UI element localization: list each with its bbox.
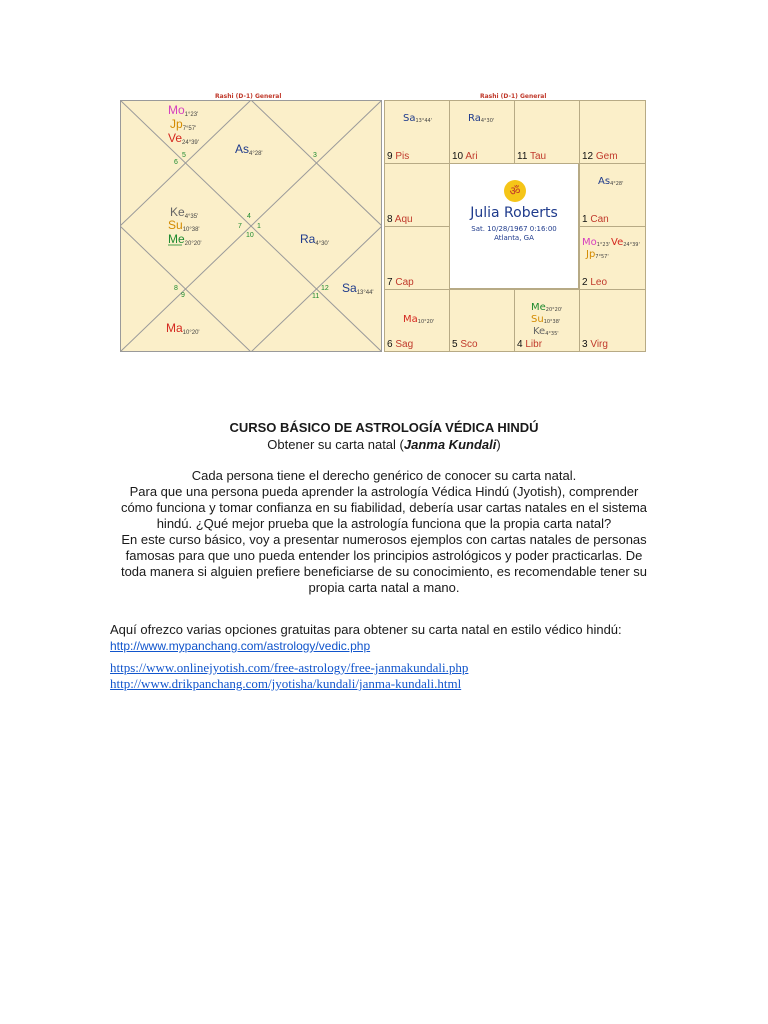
planet-mars: Ma10°20' — [166, 321, 200, 336]
paragraph-line: Para que una persona pueda aprender la astrología Védica Hindú (Jyotish), comprender — [129, 484, 639, 499]
paragraph-line: Cada persona tiene el derecho genérico de conocer su carta natal. — [191, 468, 577, 483]
sign-cell-cap — [384, 226, 450, 290]
house-number: 6 — [174, 159, 178, 166]
sign-cell-tau — [514, 100, 580, 164]
sign-label: 10 Ari — [452, 151, 478, 162]
sign-cell-sag — [384, 289, 450, 352]
planet-rahu: $Ra_{4^\circ 30'}$ — [468, 113, 495, 124]
planet-ketu: Ke4°35' — [170, 205, 199, 220]
sign-label: 1 Can — [582, 214, 609, 225]
house-number: 10 — [246, 232, 254, 239]
house-number: 9 — [181, 292, 185, 299]
planet-moon: Mo1°23' — [168, 103, 199, 118]
paragraph-line: En este curso básico, voy a presentar numerosos ejemplos con cartas natales de personas — [121, 532, 647, 547]
sign-cell-gem — [579, 100, 646, 164]
house-number: 1 — [257, 223, 261, 230]
document-title: CURSO BÁSICO DE ASTROLOGÍA VÉDICA HINDÚ — [229, 420, 539, 435]
sign-cell-pis — [384, 100, 450, 164]
sign-cell-sco — [449, 289, 515, 352]
sign-label: 11 Tau — [517, 151, 547, 162]
planet-ketu: $Ke_{4^\circ 35'}$ — [533, 326, 559, 337]
link-mypanchang[interactable]: http://www.mypanchang.com/astrology/vedic.php — [110, 639, 371, 653]
sign-label: 7 Cap — [387, 277, 414, 288]
south-chart-title: Rashi (D-1) General — [480, 93, 547, 100]
planet-mercury: Me20°20' — [168, 232, 202, 247]
north-indian-chart — [120, 100, 382, 352]
planet-sun: Su10°38' — [168, 218, 200, 233]
planet-saturn: $Sa_{13^\circ 44'}$ — [403, 113, 433, 124]
sign-label: 5 Sco — [452, 339, 478, 350]
sign-cell-virg — [579, 289, 646, 352]
link-onlinejyotish[interactable]: https://www.onlinejyotish.com/free-astrology/free-janmakundali.php — [110, 660, 469, 675]
intro-paragraph — [110, 468, 658, 596]
native-birth-date: Sat. 10/28/1967 0:16:00 — [471, 225, 557, 233]
planet-mercury: $Me_{20^\circ 20'}$ — [531, 302, 563, 313]
paragraph-line: propia carta natal a mano. — [308, 580, 460, 595]
paragraph-line: cómo funciona y tomar confianza en su fiabilidad, debería usar cartas natales en el sistema — [120, 500, 648, 515]
sign-label: 6 Sag — [387, 339, 414, 350]
link-drikpanchang[interactable]: http://www.drikpanchang.com/jyotisha/kundali/janma-kundali.html — [110, 676, 462, 691]
house-number: 8 — [174, 285, 178, 292]
sign-label: 9 Pis — [387, 151, 410, 162]
sign-label: 3 Virg — [582, 339, 608, 350]
house-number: 7 — [238, 223, 242, 230]
planet-moon: $Mo_{1^\circ 23'}$ — [582, 237, 611, 248]
north-chart-title: Rashi (D-1) General — [215, 93, 282, 100]
sign-cell-ari — [449, 100, 515, 164]
house-number: 12 — [321, 285, 329, 292]
subtitle-text: Obtener su carta natal ( — [267, 437, 404, 452]
subtitle-close: ) — [496, 437, 501, 452]
planet-jupiter: $Jp_{7^\circ 57'}$ — [586, 249, 609, 260]
subtitle-emphasis: Janma Kundali — [403, 437, 497, 452]
planet-saturn: Sa13°44' — [342, 281, 374, 296]
native-birth-place: Atlanta, GA — [494, 234, 534, 242]
sign-label: 12 Gem — [582, 151, 618, 162]
sign-cell-aqu — [384, 163, 450, 227]
sign-label: 4 Libr — [517, 339, 543, 350]
paragraph-line: famosas para que uno pueda entender los principios astrológicos y poder practicarlas. De — [125, 548, 643, 563]
house-number: 11 — [312, 293, 320, 300]
planet-mars: $Ma_{10^\circ 20'}$ — [403, 314, 435, 325]
house-number: 5 — [182, 152, 186, 159]
planet-sun: $Su_{10^\circ 38'}$ — [531, 314, 561, 325]
free-options-text: Aquí ofrezco varias opciones gratuitas para obtener su carta natal en estilo védico hindú: — [110, 622, 622, 637]
planet-ascendant: $As_{4^\circ 28'}$ — [598, 176, 624, 187]
free-options-section — [110, 622, 658, 692]
house-number: 3 — [313, 152, 317, 159]
sign-cell-libr — [514, 289, 580, 352]
planet-jupiter: Jp7°57' — [170, 117, 197, 132]
om-icon: ॐ — [504, 180, 526, 202]
document-subtitle — [110, 437, 658, 452]
native-info-box — [449, 163, 579, 289]
planet-venus: Ve24°39' — [168, 131, 199, 146]
native-name: Julia Roberts — [470, 205, 558, 221]
sign-cell-leo — [579, 226, 646, 290]
sign-label: 2 Leo — [582, 277, 608, 288]
south-indian-chart — [384, 100, 646, 352]
planet-rahu: Ra4°30' — [300, 232, 329, 247]
planet-venus: $Ve_{24^\circ 39'}$ — [611, 237, 640, 248]
paragraph-line: hindú. ¿Qué mejor prueba que la astrología funciona que la propia carta natal? — [156, 516, 612, 531]
sign-cell-can — [579, 163, 646, 227]
sign-label: 8 Aqu — [387, 214, 413, 225]
house-number: 4 — [247, 213, 251, 220]
paragraph-line: toda manera si alguien prefiere beneficiarse de su conocimiento, es recomendable tener su — [120, 564, 648, 579]
planet-ascendant: As4°28' — [235, 142, 263, 157]
